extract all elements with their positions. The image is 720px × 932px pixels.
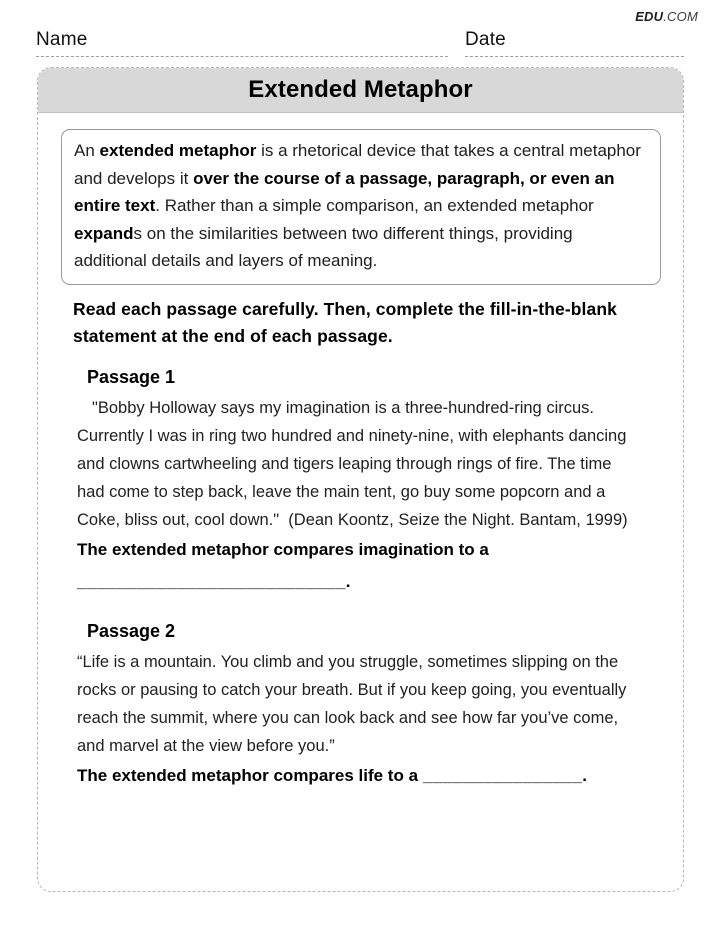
- passage-2-body: “Life is a mountain. You climb and you struggle, sometimes slipping on the rocks or pausing to catch your breath. But if you keep going, you eventually reach the summit, where you can look back and see how far you’ve come, and marvel at the view before you.”: [77, 652, 632, 755]
- passage-2-heading: Passage 2: [87, 620, 176, 641]
- name-date-row: [36, 29, 684, 57]
- brand-row: [0, 0, 720, 24]
- passage-2-prompt: The extended metaphor compares life to a: [77, 765, 419, 785]
- logo-regular-part: .COM: [663, 9, 698, 24]
- passage-2-section: [77, 619, 635, 790]
- passage-1-heading: Passage 1: [87, 366, 176, 387]
- passage-1-body: "Bobby Holloway says my imagination is a three-hundred-ring circus. Currently I was in ring two hundred and ninety-nine, with elephants dancing and clowns cartwheeling and tigers leaping through rings of fire. The time had come to step back, leave the main tent, go buy some popcorn and a Coke, bliss out, cool down." (Dean Koontz, Seize the Night. Bantam, 1999): [77, 398, 632, 529]
- logo-bold-part: EDU: [635, 9, 664, 24]
- worksheet-card: [37, 67, 684, 892]
- instructions-text: Read each passage carefully. Then, complete the fill-in-the-blank statement at the end of each passage.: [73, 298, 617, 346]
- definition-segment-bold: extended metaphor: [99, 141, 257, 160]
- worksheet-header: [38, 68, 683, 113]
- date-field-line[interactable]: [465, 29, 684, 57]
- name-field-line[interactable]: [36, 29, 448, 57]
- worksheet-title: Extended Metaphor: [248, 76, 473, 103]
- card-bottom-padding: [38, 790, 683, 828]
- name-label: Name: [36, 29, 88, 50]
- passage-1-answer-blank[interactable]: [77, 568, 635, 596]
- definition-segment-bold: expand: [74, 223, 134, 243]
- definition-segment: . Rather than a simple comparison, an extended metaphor: [155, 196, 594, 215]
- blank-underline: ___________________________.: [77, 571, 351, 591]
- passage-2-answer-blank[interactable]: ________________.: [423, 765, 588, 785]
- definition-segment-bold: over the course of a passage, paragraph, or even an entire text: [74, 168, 615, 215]
- definition-segment: is a rhetorical device that takes a central metaphor and develops it: [74, 141, 641, 188]
- definition-segment: s on the similarities between two different things, providing additional details and layers of meaning.: [74, 223, 573, 270]
- passage-2-prompt-line: [77, 762, 635, 790]
- definition-box: [61, 129, 661, 285]
- date-label: Date: [465, 29, 506, 50]
- passage-1-prompt: The extended metaphor compares imagination to a: [77, 539, 489, 559]
- definition-segment: An: [74, 141, 100, 160]
- edu-com-logo: [635, 9, 698, 24]
- passage-1-section: [77, 365, 635, 596]
